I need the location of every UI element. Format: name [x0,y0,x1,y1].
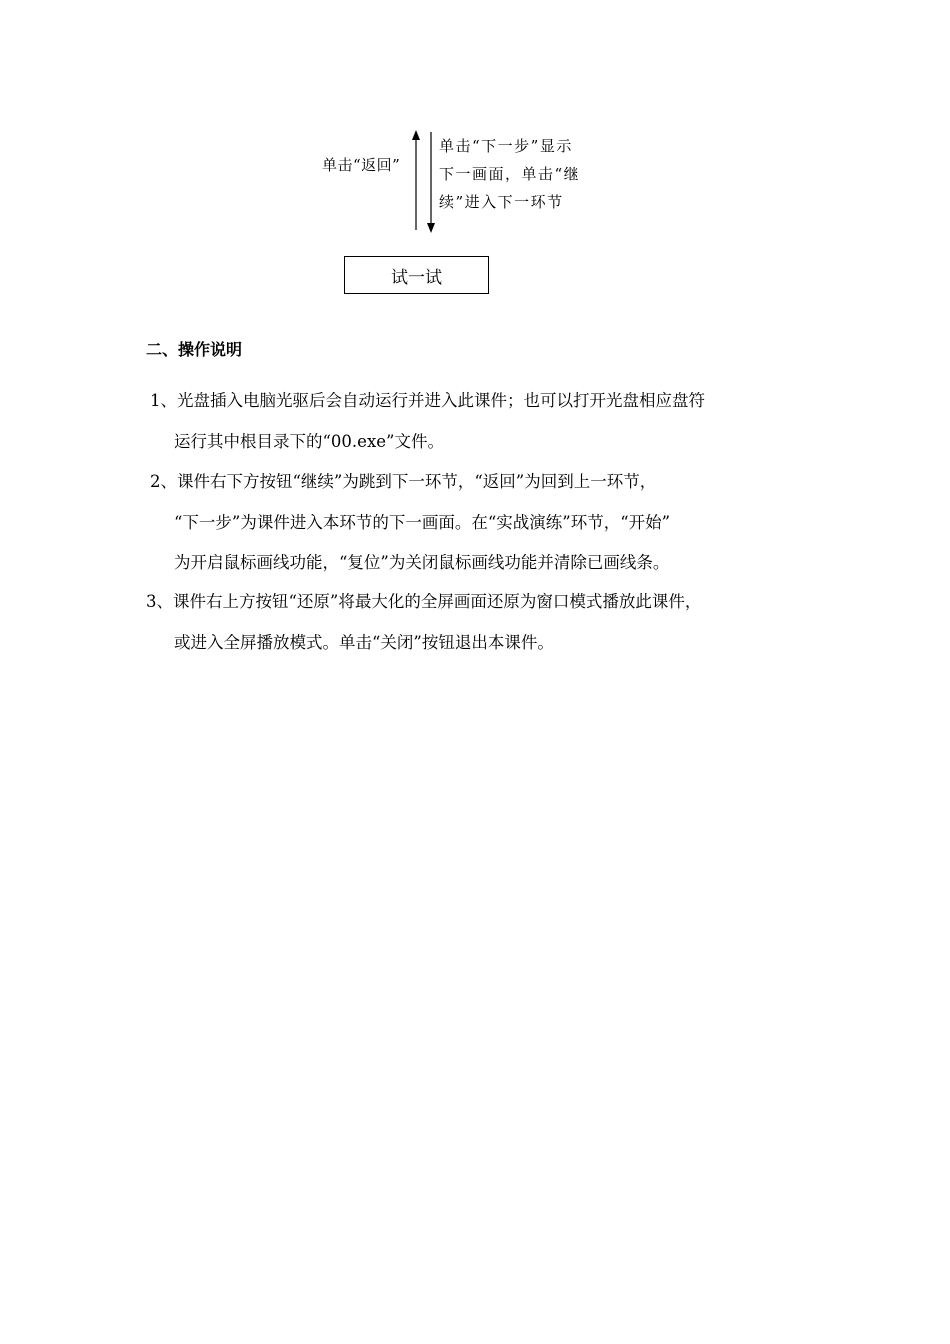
down-arrow-head [427,223,435,233]
instruction-line: 1、光盘插入电脑光驱后会自动运行并进入此课件；也可以打开光盘相应盘符 [150,391,705,410]
next-label-line: 单击“下一步”显示 [439,137,573,155]
try-box: 试一试 [344,256,489,294]
instruction-line: 为开启鼠标画线功能，“复位”为关闭鼠标画线功能并清除已画线条。 [174,553,670,572]
next-label-line: 下一画面，单击“继 [439,165,581,183]
back-label: 单击“返回” [322,156,401,174]
section-title: 二、操作说明 [146,340,243,359]
instruction-line: 或进入全屏播放模式。单击“关闭”按钮退出本课件。 [174,633,554,652]
instruction-line: 2、课件右下方按钮“继续”为跳到下一环节，“返回”为回到上一环节， [150,472,657,491]
instruction-line: 运行其中根目录下的“00.exe”文件。 [174,432,444,451]
instruction-line: “下一步”为课件进入本环节的下一画面。在“实战演练”环节，“开始” [174,513,671,532]
next-label [439,132,609,216]
instruction-line: 3、课件右上方按钮“还原”将最大化的全屏画面还原为窗口模式播放此课件， [146,592,702,611]
up-arrow-head [412,130,420,140]
next-label-line: 续”进入下一环节 [439,193,564,211]
